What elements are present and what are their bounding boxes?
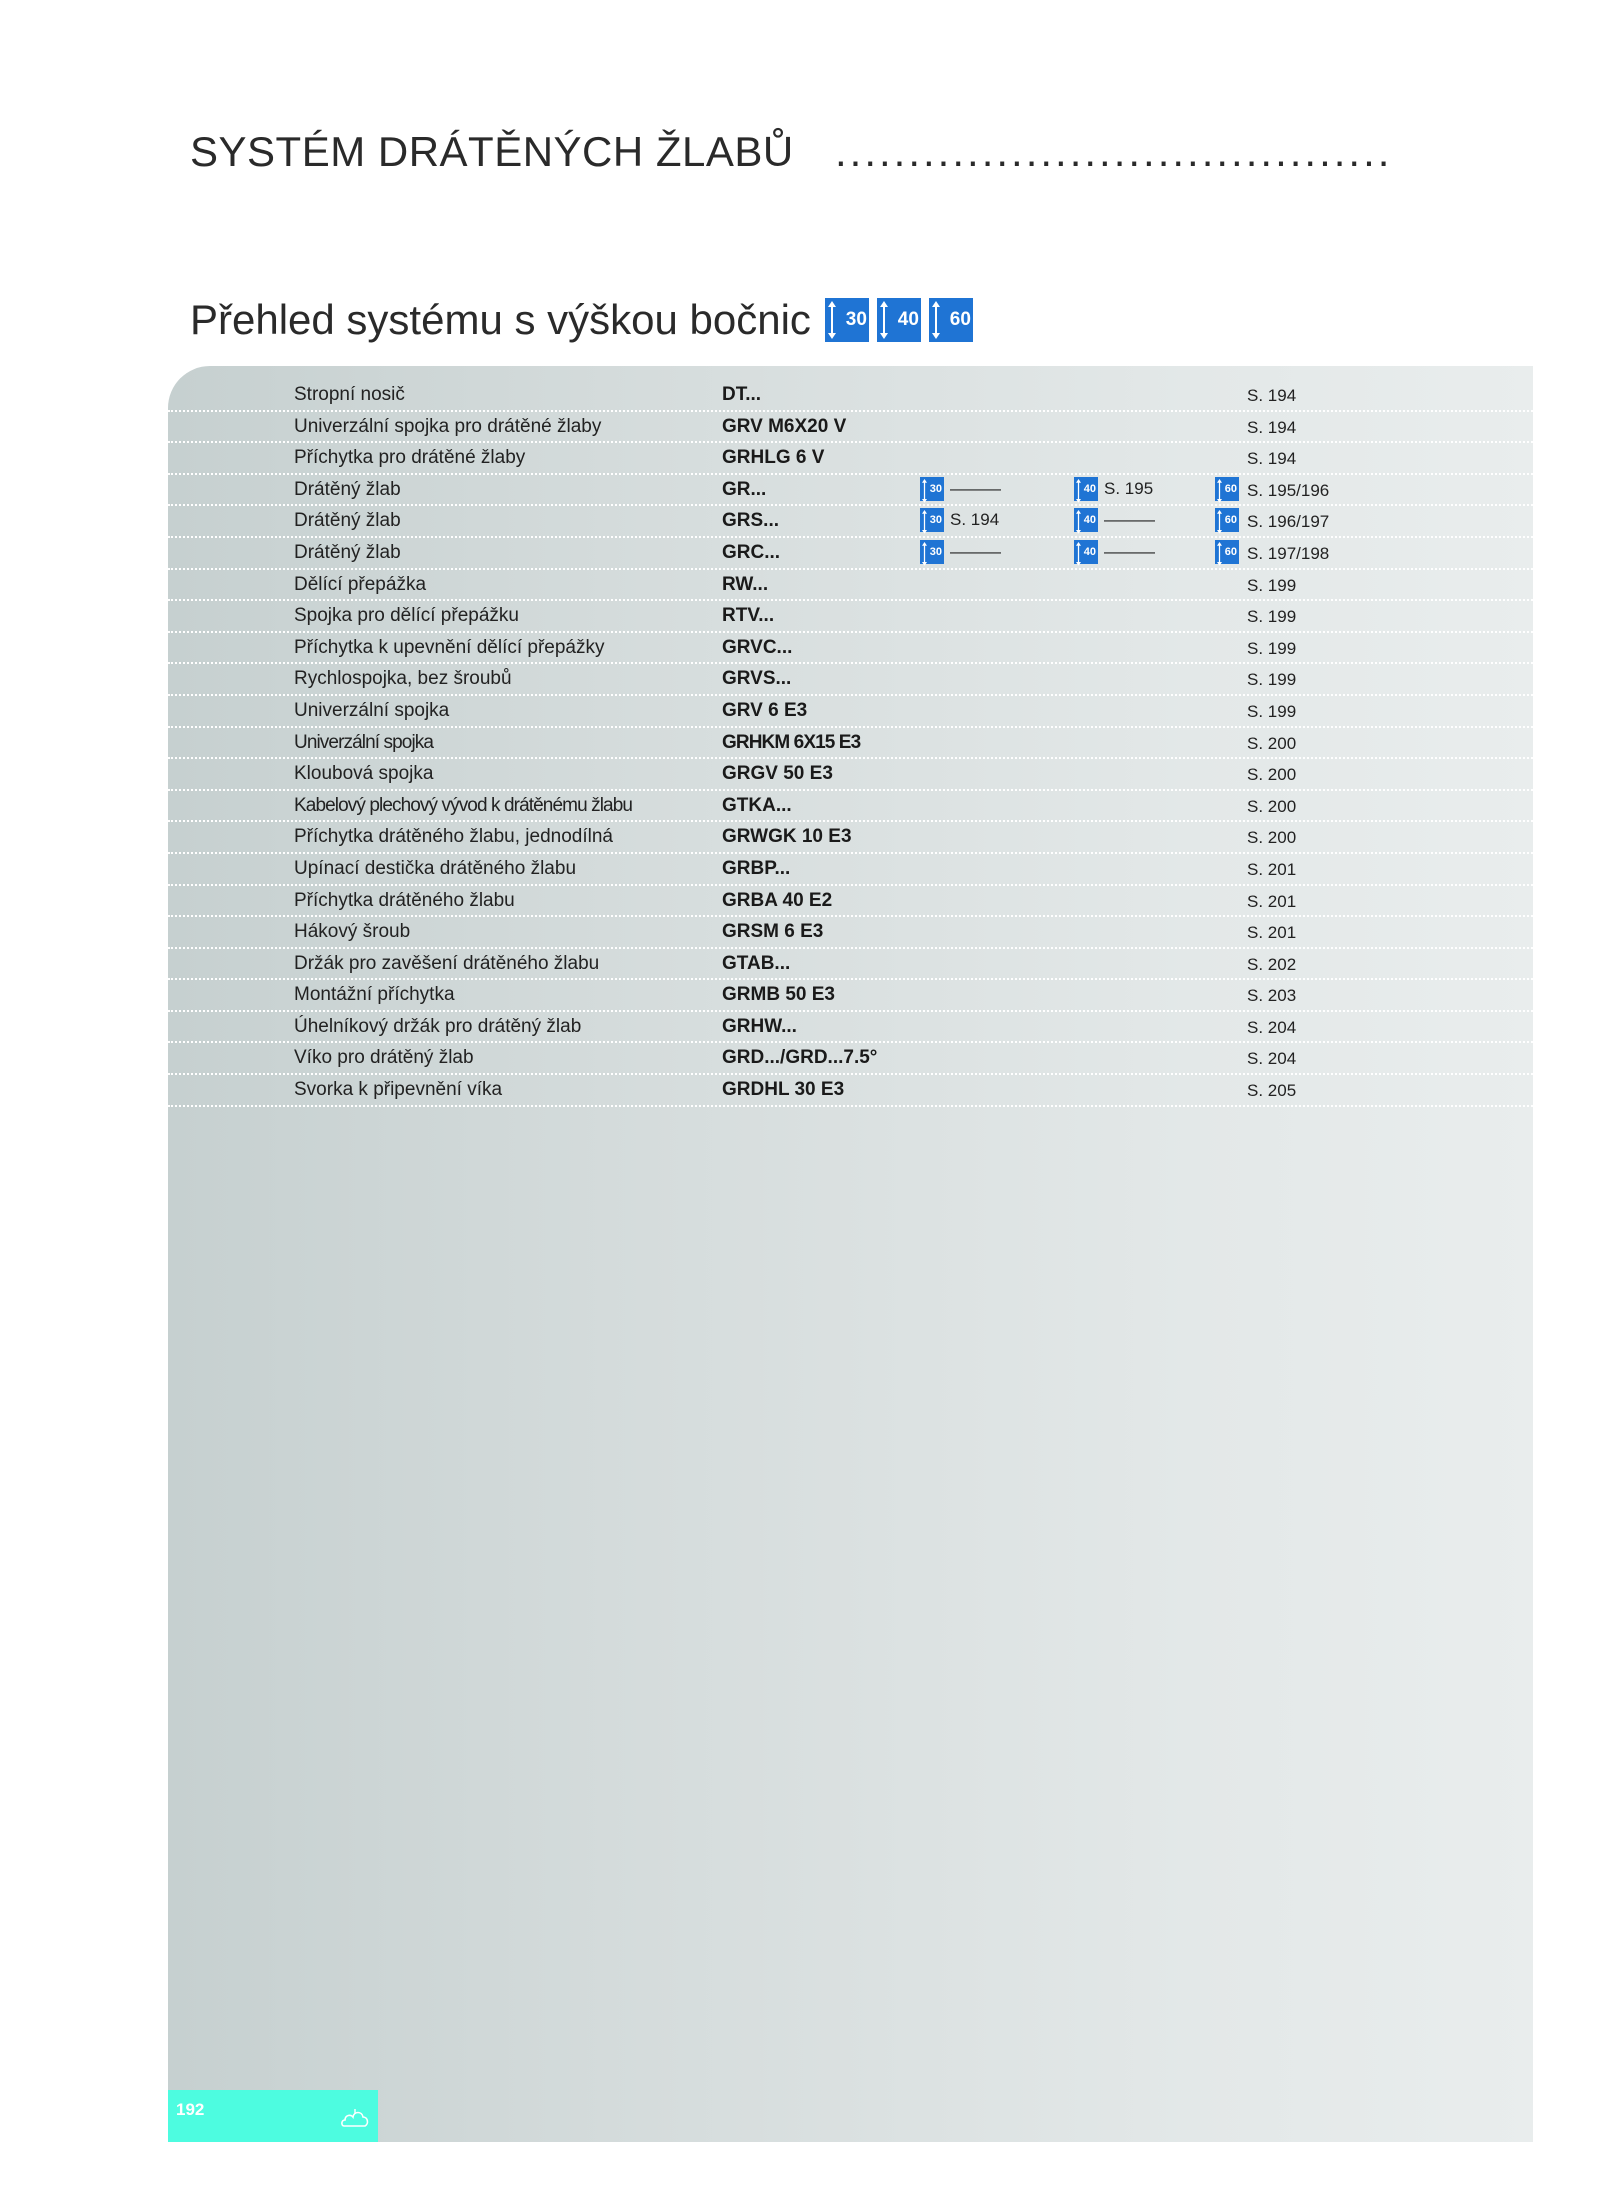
page-reference: S. 195/196 bbox=[1247, 480, 1330, 500]
table-row bbox=[168, 443, 1533, 475]
height-badge-label: 40 bbox=[1083, 514, 1096, 527]
item-name: Držák pro zavěšení drátěného žlabu bbox=[294, 952, 600, 974]
table-row bbox=[168, 886, 1533, 918]
item-code: GRBP... bbox=[722, 857, 791, 879]
height-badge-label: 40 bbox=[1083, 545, 1096, 558]
table-row bbox=[168, 1075, 1533, 1107]
height-30-icon bbox=[920, 477, 944, 501]
table-row bbox=[168, 380, 1533, 412]
height-40-icon bbox=[877, 298, 921, 342]
height-badge-label: 30 bbox=[929, 482, 942, 495]
height-page-ref: S. 195 bbox=[1104, 478, 1154, 498]
item-name: Spojka pro dělící přepážku bbox=[294, 605, 519, 627]
height-ref-cell bbox=[1074, 540, 1155, 564]
section-subtitle: Přehled systému s výškou bočnic bbox=[190, 296, 811, 343]
item-code: GTKA... bbox=[722, 794, 792, 816]
height-40-icon bbox=[1074, 540, 1098, 564]
height-badge-label: 60 bbox=[949, 309, 971, 330]
height-badge-label: 30 bbox=[929, 545, 942, 558]
page-reference: S. 194 bbox=[1247, 386, 1297, 405]
item-code: GRBA 40 E2 bbox=[722, 889, 833, 911]
table-row bbox=[168, 506, 1533, 538]
table-row bbox=[168, 728, 1533, 760]
item-name: Rychlospojka, bez šroubů bbox=[294, 668, 512, 690]
item-name: Kabelový plechový vývod k drátěnému žlabu bbox=[294, 794, 633, 816]
table-row bbox=[168, 664, 1533, 696]
item-code: GRVC... bbox=[722, 636, 793, 658]
item-name: Drátěný žlab bbox=[294, 478, 401, 500]
height-40-icon bbox=[1074, 477, 1098, 501]
page-reference: S. 204 bbox=[1247, 1049, 1297, 1069]
item-name: Montážní příchytka bbox=[294, 984, 455, 1006]
height-60-icon bbox=[1215, 477, 1239, 501]
item-name: Upínací destička drátěného žlabu bbox=[294, 857, 577, 879]
item-name: Drátěný žlab bbox=[294, 541, 401, 563]
item-code: GRDHL 30 E3 bbox=[722, 1079, 845, 1101]
table-row bbox=[168, 759, 1533, 791]
height-30-icon bbox=[920, 508, 944, 532]
page-reference: S. 205 bbox=[1247, 1081, 1297, 1101]
height-page-ref: ——— bbox=[950, 478, 1001, 498]
page-reference: S. 199 bbox=[1247, 670, 1297, 690]
table-row bbox=[168, 791, 1533, 823]
table-row bbox=[168, 475, 1533, 507]
height-60-icon bbox=[1215, 508, 1239, 532]
table-row bbox=[168, 601, 1533, 633]
item-name: Příchytka k upevnění dělící přepážky bbox=[294, 636, 605, 658]
page-reference: S. 197/198 bbox=[1247, 543, 1330, 563]
item-name: Univerzální spojka pro drátěné žlaby bbox=[294, 415, 602, 437]
item-name: Příchytka drátěného žlabu, jednodílná bbox=[294, 826, 613, 848]
item-code: GTAB... bbox=[722, 952, 791, 974]
page-reference: S. 196/197 bbox=[1247, 512, 1330, 532]
item-name: Dělící přepážka bbox=[294, 573, 427, 595]
table-row bbox=[168, 1043, 1533, 1075]
page-reference: S. 200 bbox=[1247, 828, 1297, 848]
item-code: GRWGK 10 E3 bbox=[722, 826, 852, 848]
item-code: GRD.../GRD...7.5° bbox=[722, 1047, 878, 1069]
cloud-outline-icon bbox=[340, 2106, 370, 2132]
height-badge-label: 40 bbox=[1083, 482, 1096, 495]
height-60-icon bbox=[1215, 540, 1239, 564]
height-page-ref: ——— bbox=[1104, 510, 1155, 530]
item-code: GRGV 50 E3 bbox=[722, 763, 833, 785]
height-page-ref: S. 194 bbox=[950, 510, 1000, 530]
page-reference: S. 201 bbox=[1247, 923, 1297, 943]
product-table bbox=[168, 380, 1533, 1107]
page-reference: S. 201 bbox=[1247, 859, 1297, 879]
item-code: GRHLG 6 V bbox=[722, 447, 825, 469]
item-code: GRSM 6 E3 bbox=[722, 921, 824, 943]
table-row bbox=[168, 412, 1533, 444]
height-page-ref: ——— bbox=[950, 541, 1001, 561]
item-code: GRS... bbox=[722, 510, 780, 532]
item-code: GRMB 50 E3 bbox=[722, 984, 835, 1006]
item-code: GRVS... bbox=[722, 668, 792, 690]
page-footer bbox=[168, 2090, 378, 2142]
table-row bbox=[168, 980, 1533, 1012]
height-30-icon bbox=[825, 298, 869, 342]
table-row bbox=[168, 570, 1533, 602]
table-row bbox=[168, 917, 1533, 949]
page-title: SYSTÉM DRÁTĚNÝCH ŽLABŮ bbox=[190, 128, 794, 175]
item-code: DT... bbox=[722, 384, 762, 405]
item-code: GRV 6 E3 bbox=[722, 699, 808, 721]
item-name: Víko pro drátěný žlab bbox=[294, 1047, 474, 1069]
height-badge-label: 60 bbox=[1224, 545, 1237, 558]
item-code: RTV... bbox=[722, 605, 775, 627]
table-row bbox=[168, 949, 1533, 981]
height-ref-cell bbox=[920, 540, 1001, 564]
item-name: Drátěný žlab bbox=[294, 510, 401, 532]
page-reference: S. 200 bbox=[1247, 765, 1297, 785]
item-code: GRHW... bbox=[722, 1015, 797, 1037]
item-name: Stropní nosič bbox=[294, 384, 405, 405]
table-row bbox=[168, 822, 1533, 854]
height-ref-cell bbox=[1215, 477, 1239, 501]
height-badge-label: 30 bbox=[929, 514, 942, 527]
item-code: RW... bbox=[722, 573, 769, 595]
page-number: 192 bbox=[176, 2100, 205, 2119]
page-reference: S. 194 bbox=[1247, 449, 1297, 469]
item-code: GRV M6X20 V bbox=[722, 415, 847, 437]
height-ref-cell bbox=[1215, 508, 1239, 532]
height-badge-label: 60 bbox=[1224, 482, 1237, 495]
title-leader-dots: ...................................... bbox=[835, 128, 1393, 175]
item-name: Příchytka pro drátěné žlaby bbox=[294, 447, 526, 469]
item-name: Univerzální spojka bbox=[294, 699, 450, 721]
item-name: Kloubová spojka bbox=[294, 763, 434, 785]
section-heading bbox=[190, 296, 981, 344]
height-ref-cell bbox=[1074, 508, 1155, 532]
height-badge-label: 30 bbox=[845, 309, 867, 330]
height-page-ref: ——— bbox=[1104, 541, 1155, 561]
item-code: GR... bbox=[722, 478, 767, 500]
page-reference: S. 202 bbox=[1247, 954, 1297, 974]
page-reference: S. 203 bbox=[1247, 986, 1297, 1006]
height-40-icon bbox=[1074, 508, 1098, 532]
page-reference: S. 199 bbox=[1247, 638, 1297, 658]
page-reference: S. 200 bbox=[1247, 796, 1297, 816]
table-row bbox=[168, 538, 1533, 570]
item-name: Hákový šroub bbox=[294, 921, 411, 943]
item-name: Úhelníkový držák pro drátěný žlab bbox=[294, 1015, 582, 1037]
height-ref-cell bbox=[1215, 540, 1239, 564]
page-reference: S. 204 bbox=[1247, 1017, 1297, 1037]
height-ref-cell bbox=[920, 508, 999, 532]
page-reference: S. 194 bbox=[1247, 417, 1297, 437]
height-badge-label: 60 bbox=[1224, 514, 1237, 527]
height-badge-label: 40 bbox=[897, 309, 919, 330]
height-60-icon bbox=[929, 298, 973, 342]
page-reference: S. 199 bbox=[1247, 575, 1297, 595]
height-ref-cell bbox=[920, 477, 1001, 501]
table-row bbox=[168, 854, 1533, 886]
page-reference: S. 201 bbox=[1247, 891, 1297, 911]
page-reference: S. 200 bbox=[1247, 733, 1297, 753]
height-ref-cell bbox=[1074, 477, 1153, 501]
item-code: GRHKM 6X15 E3 bbox=[722, 731, 861, 753]
item-name: Univerzální spojka bbox=[294, 731, 434, 753]
table-row bbox=[168, 1012, 1533, 1044]
item-name: Příchytka drátěného žlabu bbox=[294, 889, 515, 911]
height-30-icon bbox=[920, 540, 944, 564]
item-code: GRC... bbox=[722, 541, 781, 563]
item-name: Svorka k připevnění víka bbox=[294, 1079, 503, 1101]
table-row bbox=[168, 696, 1533, 728]
page-reference: S. 199 bbox=[1247, 607, 1297, 627]
table-row bbox=[168, 633, 1533, 665]
page-reference: S. 199 bbox=[1247, 701, 1297, 721]
